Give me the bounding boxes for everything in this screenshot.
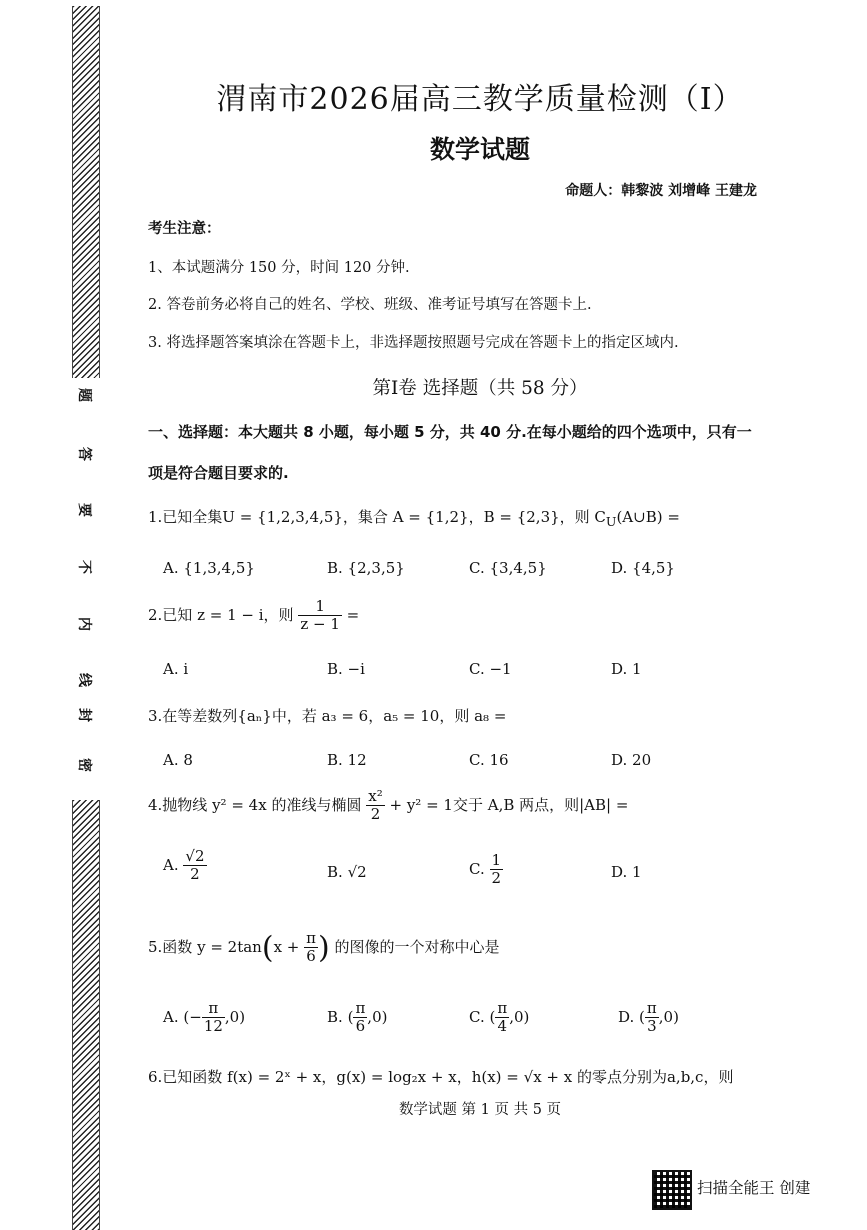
option-c: C. {3,4,5} [469, 559, 547, 577]
seal-char: 答 [76, 447, 92, 461]
notice-heading: 考生注意： [148, 221, 221, 237]
seal-char: 线 [76, 673, 92, 687]
question-6-stem: 6.已知函数 f(x) = 2ˣ + x，g(x) = log₂x + x，h(x) = √x + x 的零点分别为a,b,c，则 [148, 1068, 734, 1086]
question-3-stem: 3.在等差数列{aₙ}中，若 a₃ = 6，a₅ = 10，则 a₈ = [148, 707, 507, 725]
option-c: C. $\frac{1}{2}$ [469, 851, 502, 888]
notice-item: 3. 将选择题答案填涂在答题卡上，非选择题按照题号完成在答题卡上的指定区域内. [148, 335, 679, 351]
option-b: B. {2,3,5} [327, 559, 405, 577]
exam-authors: 命题人：韩黎波 刘增峰 王建龙 [565, 183, 757, 199]
scanner-watermark: 扫描全能王 创建 [697, 1179, 811, 1197]
option-b: B. 12 [327, 751, 367, 769]
notice-item: 1、本试题满分 150 分，时间 120 分钟. [148, 260, 410, 276]
option-c: C. −1 [469, 660, 512, 678]
question-4-stem: 4.抛物线 y² = 4x 的准线与椭圆 $\frac{\text{x²}}{2}$ + y² = 1交于 A,B 两点，则|AB| = [148, 787, 629, 824]
option-b: B. √2 [327, 863, 367, 881]
option-a: A. (− $\frac{\pi}{12}$ ,0) [163, 999, 246, 1036]
fraction: $\frac{\pi}{6}$ [306, 929, 316, 966]
option-b: B. −i [327, 660, 365, 678]
option-d: D. 20 [611, 751, 652, 769]
option-c: C. 16 [469, 751, 509, 769]
qr-code-icon [652, 1170, 692, 1210]
exam-subject: 数学试题 [429, 135, 530, 164]
option-a: A. $\frac{√2}{2}$ [163, 847, 205, 884]
section-title: 第Ⅰ卷 选择题（共 58 分） [372, 378, 588, 399]
binding-hatch-top [72, 6, 100, 378]
fraction: $\frac{\text{x²}}{2}$ [368, 787, 383, 824]
option-d: D. 1 [611, 863, 642, 881]
option-b: B. ( $\frac{\pi}{6}$ ,0) [327, 999, 388, 1036]
fraction: $\frac{\pi}{4}$ [497, 999, 508, 1036]
seal-char: 内 [76, 617, 92, 631]
fraction: $\frac{\pi}{3}$ [646, 999, 657, 1036]
option-a: A. 8 [163, 751, 193, 769]
option-d: D. 1 [611, 660, 642, 678]
option-a: A. i [163, 660, 189, 678]
question-1-stem: 1.已知全集U = {1,2,3,4,5}，集合 A = {1,2}，B = {2,3}，则 $C_U(A\cup B)$ = [148, 508, 680, 529]
option-a: A. {1,3,4,5} [163, 559, 255, 577]
page-footer: 数学试题 第 1 页 共 5 页 [398, 1102, 562, 1118]
seal-char: 题 [76, 388, 92, 402]
seal-char: 密 [76, 758, 92, 772]
option-c: C. ( $\frac{\pi}{4}$ ,0) [469, 999, 530, 1036]
question-2-stem: 2.已知 z = 1 − i，则 $\frac{1}{z - 1}$ = [148, 597, 360, 634]
seal-char: 要 [76, 503, 92, 517]
seal-char: 封 [76, 708, 92, 722]
fraction: $\frac{√2}{2}$ [185, 847, 205, 884]
fraction: $\frac{\pi}{12}$ [203, 999, 223, 1036]
question-5-stem: 5.函数 y = 2tan(x + $\frac{\pi}{6}$ ) 的图像的一个对称中心是 [148, 929, 500, 966]
binding-hatch-bottom [72, 800, 100, 1230]
fraction: $\frac{\pi}{6}$ [355, 999, 366, 1036]
part-one-line: 项是符合题目要求的. [148, 464, 289, 482]
seal-char: 不 [76, 560, 92, 574]
notice-item: 2. 答卷前务必将自己的姓名、学校、班级、准考证号填写在答题卡上. [148, 297, 592, 313]
part-one-line: 一、选择题：本大题共 8 小题，每小题 5 分，共 40 分.在每小题给的四个选项中，只有一 [148, 423, 752, 441]
fraction: $\frac{1}{z - 1}$ [300, 597, 340, 634]
option-d: D. ( $\frac{\pi}{3}$ ,0) [618, 999, 679, 1036]
fraction: $\frac{1}{2}$ [491, 851, 502, 888]
option-d: D. {4,5} [611, 559, 675, 577]
exam-title: 渭南市2026届高三教学质量检测（Ⅰ） [216, 82, 744, 117]
